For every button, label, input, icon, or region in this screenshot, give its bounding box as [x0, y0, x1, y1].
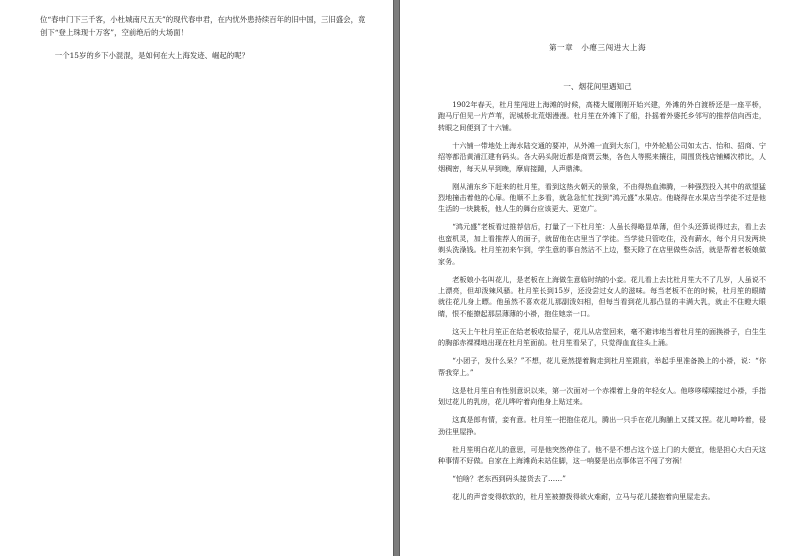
body-paragraph: “小团子，发什么呆？”不想，花儿竟然提着胸走到杜月笙跟前，举起手里准备换上的小褂，说：“你帮我穿上。” — [438, 356, 766, 377]
body-paragraph: 杜月笙明白花儿的意思，可是他突然停住了。他不是不想占这个送上门的大便宜，他是担心大白天这种事情不好做。自家在上海滩尚未站住脚，这一响要是出点事体岂不闯了穷祸！ — [438, 444, 766, 465]
chapter-title: 第一章 小瘪三闯进大上海 — [548, 43, 647, 52]
body-paragraph: 十六铺一带地处上海水陆交通的要冲，从外滩一直到大东门，中外轮船公司如太古、怡和、招商、宁绍等都沿黄浦江建有码头。各大码头附近都是商贾云集，各色人等熙来攘往，周围货栈店铺鳞次栉比，人烟稠密，每天从早到晚，摩肩接踵，人声鼎沸。 — [438, 140, 766, 173]
body-paragraph: 老板娘小名叫花儿，是老板在上海做生意临时纳的小妾。花儿看上去比杜月笙大不了几岁，人虽说不上漂亮，但却泼辣风骚。杜月笙长到15岁，还没尝过女人的滋味。每当老板不在的时候，杜月笙的眼睛就往花儿身上瞟。他虽然不喜欢花儿那副泼妇相，但每当看到花儿那凸显的丰满大乳，就止不住瞪大眼睛，恨不能撩起那层薄薄的小褂，抱住她亲一口。 — [438, 274, 766, 318]
left-page — [0, 0, 393, 556]
body-paragraph: 花儿的声音变得软软的，杜月笙被撩拨得欲火难耐，立马与花儿搂抱着向里屋走去。 — [452, 491, 715, 501]
body-paragraph: 1902年春天，杜月笙闯进上海滩的时候，高楼大厦刚刚开始兴建，外滩的外白渡桥还是一座平桥，跑马厅但见一片芦苇，泥城桥北荒烟漫漫。杜月笙在外滩下了船，扑摇着外婆托乡邻写的推荐信向西走，转眼之间便到了十六铺。 — [438, 100, 766, 132]
body-paragraph: 这是杜月笙自有性别意识以来，第一次面对一个赤裸着上身的年轻女人。他哆哆嗦嗦接过小褂，手指划过花儿的乳房，花儿哗咛着向他身上贴过来。 — [438, 385, 766, 407]
right-page-body — [438, 99, 766, 509]
left-paragraph: 位“春申门下三千客，小杜城南尺五天”的现代春申君，在内忧外患持续百年的旧中国，三旧盛会，竟创下“登上珠现十万客”，空前绝后的大场面！ — [40, 15, 366, 37]
left-paragraph: 一个15岁的乡下小混混，是如何在大上海发迹、崛起的呢？ — [54, 51, 249, 60]
left-page-body — [40, 14, 370, 74]
body-paragraph: “怕啥？老东西到码头接货去了……” — [452, 473, 566, 483]
section-title: 一、烟花间里遇知己 — [563, 82, 632, 91]
body-paragraph: 这天上午杜月笙正在给老板收拾屋子，花儿从店堂回来，毫不避讳地当着杜月笙的面换褂子，白生生的胸部赤裸裸地出现在杜月笙面前。杜月笙看呆了，只觉得血直往头上涌。 — [438, 326, 766, 348]
page-divider — [393, 0, 400, 556]
right-page — [400, 0, 795, 556]
body-paragraph: 刚从浦东乡下赶来的杜月笙，看到这热火朝天的景象，不由得热血沸腾，一种强烈投入其中的欲望猛烈地撞击着他的心扉。他顺不上多看，就急急忙忙找到“鸿元盛”水果店。他晓得在水果店当学徒不过是他生活的一块跳板，他人生的舞台应该更大、更宽广。 — [438, 181, 766, 214]
body-paragraph: “鸿元盛”老板看过推荐信后，打量了一下杜月笙：人虽长得略显单薄，但个头还算说得过去，看上去也蛮机灵，加上看推荐人的面子，就留他在店里当了学徒。当学徒只管吃住，没有薪水，每个月只发两块剃头洗澡钱。杜月笙初来乍到，学生意的事自然沾不上边，整天除了在店里做些杂活，就是帮着老板娘做家务。 — [438, 222, 766, 266]
body-paragraph: 这真是郎有情，妾有意。杜月笙一把抱住花儿，腾出一只手在花儿胸脯上又揉又捏。花儿呻吟着，侵劲往里屋挣。 — [438, 415, 766, 436]
